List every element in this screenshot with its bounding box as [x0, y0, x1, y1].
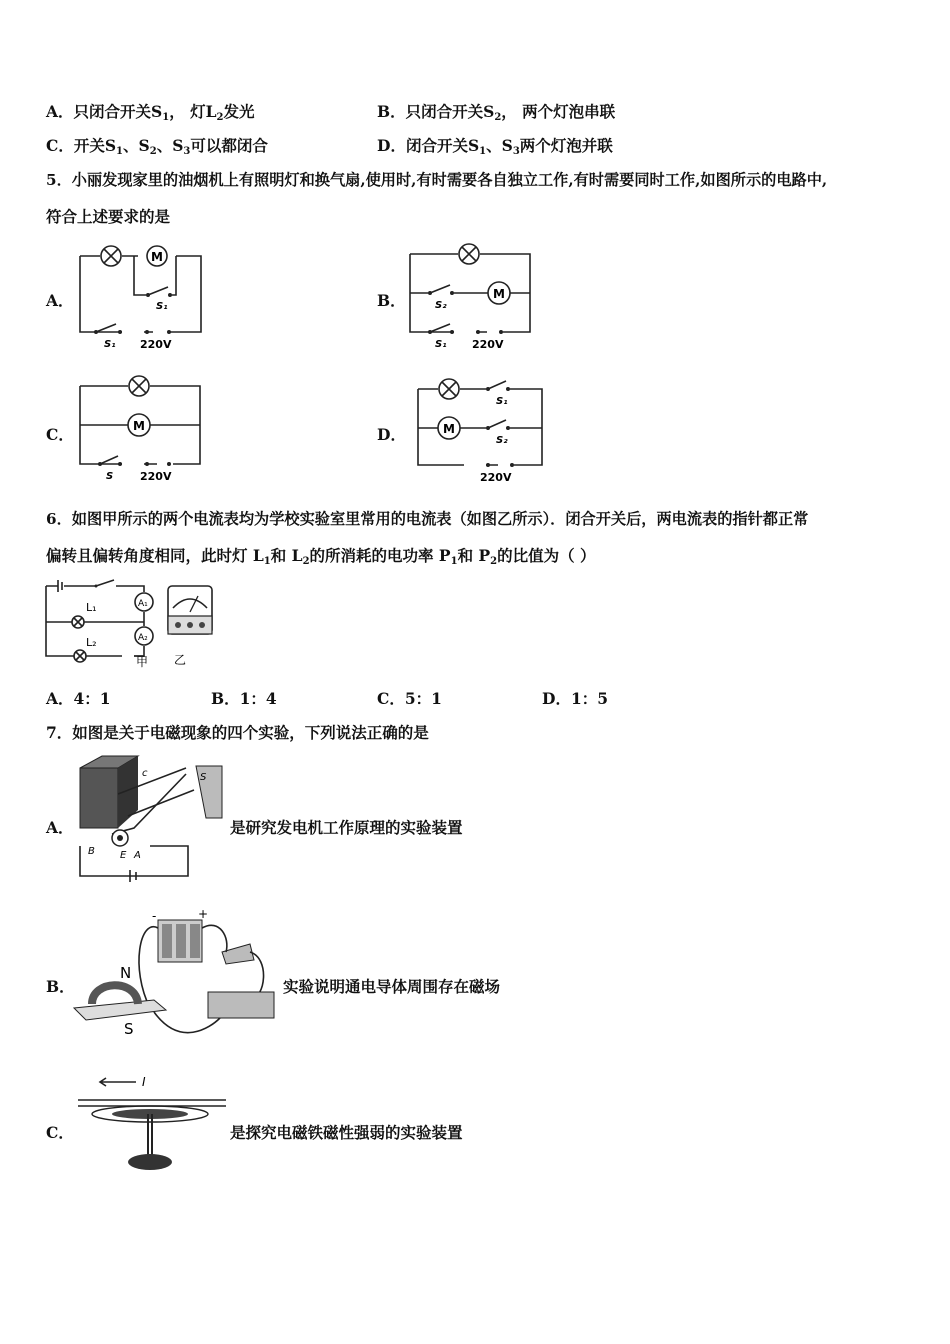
q6-option-c: C．5：1 [377, 689, 442, 708]
svg-text:I: I [142, 1075, 146, 1089]
q5-circuit-d [414, 375, 549, 485]
svg-text:L₂: L₂ [86, 636, 97, 649]
q7-figure-b-battery-setup [70, 908, 280, 1048]
svg-text:乙: 乙 [174, 653, 187, 667]
q6-option-a: A．4：1 [46, 689, 111, 708]
svg-text:M: M [493, 287, 505, 301]
q7-option-c-letter: C． [46, 1123, 74, 1142]
svg-text:E: E [120, 850, 127, 861]
q5-option-c-letter: C． [46, 425, 74, 444]
q7-option-a-letter: A． [46, 818, 74, 837]
q6-ammeter-yi [164, 582, 224, 668]
svg-text:A₂: A₂ [138, 633, 148, 643]
svg-text:B: B [88, 846, 95, 857]
svg-text:S₁: S₁ [104, 339, 116, 350]
svg-text:+: + [198, 907, 209, 921]
q4-option-c: C．开关$S_1$、$S_2$、$S_3$可以都闭合 [46, 136, 268, 157]
svg-text:c: c [142, 768, 148, 779]
q6-circuit-jia [44, 578, 159, 668]
q4-option-b: B．只闭合开关$S_2$， 两个灯泡串联 [377, 102, 616, 123]
svg-text:S₁: S₁ [156, 301, 168, 312]
svg-text:A₁: A₁ [138, 599, 148, 609]
q5-option-b-letter: B． [377, 291, 406, 310]
svg-text:220V: 220V [480, 471, 512, 484]
q5-option-d-letter: D． [377, 425, 406, 444]
svg-text:S₁: S₁ [435, 339, 447, 350]
svg-text:M: M [133, 419, 145, 433]
q7-stem: 7．如图是关于电磁现象的四个实验，下列说法正确的是 [46, 723, 429, 742]
svg-text:S: S [124, 1020, 134, 1038]
q7-option-b-letter: B． [46, 977, 75, 996]
svg-text:A: A [134, 850, 141, 861]
q7-option-b-text: 实验说明通电导体周围存在磁场 [283, 977, 501, 996]
svg-text:M: M [151, 250, 163, 264]
q6-option-d: D．1：5 [542, 689, 609, 708]
svg-text:L₁: L₁ [86, 601, 97, 614]
q4-option-d: D．闭合开关$S_1$、$S_3$两个灯泡并联 [377, 136, 613, 157]
q7-figure-a-motor-setup [76, 754, 228, 888]
svg-text:M: M [443, 422, 455, 436]
svg-text:220V: 220V [140, 470, 172, 483]
svg-text:S₂: S₂ [496, 435, 508, 446]
svg-text:-: - [152, 909, 157, 923]
q4-option-a: A．只闭合开关$S_1$， 灯$L_2$发光 [46, 102, 255, 123]
q5-circuit-b [406, 240, 536, 352]
q5-circuit-a [76, 240, 206, 352]
q5-option-a-letter: A． [46, 291, 74, 310]
q5-stem-line1: 5．小丽发现家里的油烟机上有照明灯和换气扇,使用时,有时需要各自独立工作,有时需要同时工作,如图所示的电路中, [46, 171, 828, 189]
svg-text:甲: 甲 [136, 655, 149, 669]
svg-text:220V: 220V [472, 338, 504, 351]
q7-figure-c-compass-setup [76, 1068, 230, 1176]
svg-text:N: N [120, 964, 132, 982]
q6-option-b: B．1：4 [211, 689, 277, 708]
svg-text:S₁: S₁ [496, 396, 508, 407]
svg-text:220V: 220V [140, 338, 172, 351]
svg-text:S₂: S₂ [435, 300, 447, 311]
q5-stem-line2: 符合上述要求的是 [46, 207, 171, 226]
q7-option-c-text: 是探究电磁铁磁性强弱的实验装置 [230, 1123, 463, 1142]
svg-text:S: S [200, 772, 207, 783]
q6-stem-line2: 偏转且偏转角度相同，此时灯 $L_1$和 $L_2$的所消耗的电功率 $P_1$和 $P_2$的比值为（ ） [46, 546, 596, 567]
q7-option-a-text: 是研究发电机工作原理的实验装置 [230, 818, 463, 837]
svg-text:S: S [106, 471, 114, 482]
q6-stem-line1: 6．如图甲所示的两个电流表均为学校实验室里常用的电流表（如图乙所示）．闭合开关后，两电流表的指针都正常 [46, 510, 809, 528]
q5-circuit-c [76, 372, 206, 484]
